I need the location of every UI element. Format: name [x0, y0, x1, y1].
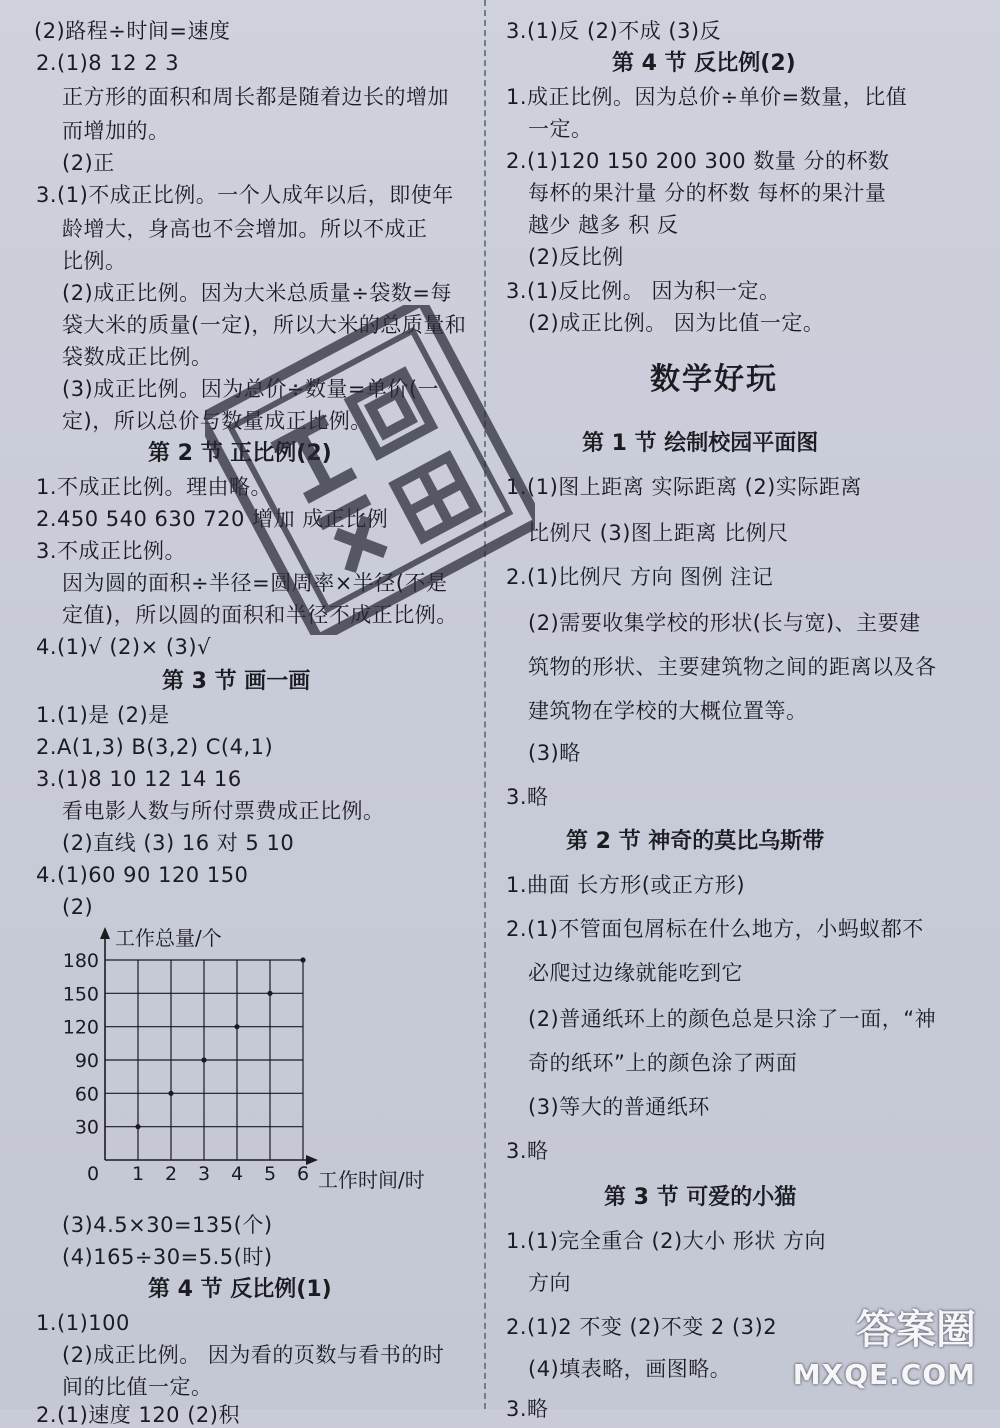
chart-points — [135, 957, 305, 1129]
text-line: 建筑物在学校的大概位置等。 — [528, 699, 808, 723]
x-tick-label: 3 — [198, 1163, 211, 1185]
text-line: 越少 越多 积 反 — [528, 213, 679, 237]
text-line: (2)反比例 — [528, 245, 624, 269]
site-watermark — [790, 1307, 990, 1401]
y-axis-arrow-icon — [100, 927, 110, 939]
text-line: 筑物的形状、主要建筑物之间的距离以及各 — [528, 655, 937, 679]
text-line: 3.(1)不成正比例。一个人成年以后，即使年 — [36, 183, 454, 207]
text-line: (3)等大的普通纸环 — [528, 1095, 710, 1119]
text-line: 3.略 — [506, 785, 549, 809]
text-line: 4.(1)√ (2)× (3)√ — [36, 635, 211, 659]
text-line: 4.(1)60 90 120 150 — [36, 863, 249, 887]
x-tick-label: 6 — [297, 1163, 310, 1185]
text-line: (2)成正比例。 因为比值一定。 — [528, 311, 825, 335]
x-tick-label: 2 — [165, 1163, 178, 1185]
section-heading: 第 3 节 可爱的小猫 — [604, 1185, 797, 1210]
text-line: (3)成正比例。因为总价÷数量=单价(一 — [62, 377, 440, 401]
text-line: (2)路程÷时间=速度 — [34, 19, 231, 43]
text-line: 1.(1)图上距离 实际距离 (2)实际距离 — [506, 475, 862, 499]
data-point — [267, 991, 272, 996]
text-line: (2) — [62, 895, 94, 919]
column-divider — [484, 0, 486, 1409]
text-line: 2.(1)2 不变 (2)不变 2 (3)2 — [506, 1315, 778, 1339]
text-line: 每杯的果汁量 分的杯数 每杯的果汁量 — [528, 181, 887, 205]
y-tick-label: 180 — [62, 950, 99, 972]
watermark-logo: 答案圈 — [856, 1307, 976, 1353]
data-point — [234, 1024, 239, 1029]
data-point — [300, 957, 305, 962]
x-tick-label: 5 — [264, 1163, 277, 1185]
text-line: 奇的纸环”上的颜色涂了两面 — [528, 1051, 798, 1075]
text-line: 袋数成正比例。 — [62, 345, 213, 369]
watermark-site: MXQE.COM — [792, 1358, 976, 1391]
text-line: (4)填表略，画图略。 — [528, 1357, 732, 1381]
text-line: 3.略 — [506, 1139, 549, 1163]
text-line: 1.成正比例。因为总价÷单价=数量，比值 — [506, 85, 908, 109]
text-line: 一定。 — [528, 117, 593, 141]
text-line: (2)直线 (3) 16 对 5 10 — [62, 831, 295, 855]
text-line: (2)成正比例。因为大米总质量÷袋数=每 — [62, 281, 452, 305]
section-heading: 第 2 节 神奇的莫比乌斯带 — [566, 829, 825, 854]
text-line: 龄增大，身高也不会增加。所以不成正 — [62, 217, 428, 241]
text-line: 定值)，所以圆的面积和半径不成正比例。 — [62, 603, 458, 627]
text-line: 1.(1)完全重合 (2)大小 形状 方向 — [506, 1229, 827, 1253]
section-heading: 第 4 节 反比例(2) — [612, 51, 796, 76]
text-line: 因为圆的面积÷半径=圆周率×半径(不是 — [62, 571, 448, 595]
x-tick-label: 4 — [231, 1163, 244, 1185]
data-point — [135, 1124, 140, 1129]
x-tick-label: 1 — [132, 1163, 145, 1185]
work-chart — [60, 915, 460, 1205]
text-line: 看电影人数与所付票费成正比例。 — [62, 799, 385, 823]
text-line: 定)，所以总价与数量成正比例。 — [62, 409, 372, 433]
x-tick-label: 0 — [87, 1163, 100, 1185]
text-line: (4)165÷30=5.5(时) — [62, 1245, 273, 1269]
text-line: 间的比值一定。 — [62, 1375, 213, 1399]
text-line: 比例。 — [62, 249, 127, 273]
text-line: 2.(1)120 150 200 300 数量 分的杯数 — [506, 149, 890, 173]
text-line: 3.不成正比例。 — [36, 539, 187, 563]
text-line: 3.(1)反 (2)不成 (3)反 — [506, 19, 722, 43]
section-heading: 第 4 节 反比例(1) — [148, 1277, 332, 1302]
chart-ticks — [63, 950, 309, 1185]
chapter-title: 数学好玩 — [650, 362, 778, 397]
text-line: 2.(1)速度 120 (2)积 — [36, 1403, 240, 1427]
x-axis-label: 工作时间/时 — [318, 1168, 425, 1192]
text-line: 3.(1)8 10 12 14 16 — [36, 767, 242, 791]
text-line: 2.(1)8 12 2 3 — [36, 51, 180, 75]
text-line: (2)成正比例。 因为看的页数与看书的时 — [62, 1343, 445, 1367]
data-point — [201, 1057, 206, 1062]
text-line: 袋大米的质量(一定)，所以大米的总质量和 — [62, 313, 467, 337]
y-tick-label: 30 — [74, 1116, 99, 1139]
text-line: 2.450 540 630 720 增加 成正比例 — [36, 507, 389, 531]
chart-axes — [100, 927, 318, 1165]
text-line: (3)4.5×30=135(个) — [62, 1213, 273, 1237]
y-tick-label: 60 — [74, 1083, 99, 1106]
text-line: 方向 — [528, 1271, 571, 1295]
text-line: 2.(1)不管面包屑标在什么地方，小蚂蚁都不 — [506, 917, 924, 941]
y-tick-label: 90 — [74, 1050, 99, 1072]
text-line: 而增加的。 — [62, 119, 170, 143]
text-line: 比例尺 (3)图上距离 比例尺 — [528, 521, 789, 545]
text-line: 3.(1)反比例。 因为积一定。 — [506, 279, 781, 303]
text-line: 2.A(1,3) B(3,2) C(4,1) — [36, 735, 274, 759]
text-line: 2.(1)比例尺 方向 图例 注记 — [506, 565, 774, 589]
text-line: (2)需要收集学校的形状(长与宽)、主要建 — [528, 611, 921, 635]
text-line: 1.(1)是 (2)是 — [36, 703, 170, 727]
text-line: 1.不成正比例。理由略。 — [36, 475, 273, 499]
data-point — [168, 1091, 173, 1096]
y-tick-label: 150 — [62, 983, 99, 1006]
section-heading: 第 3 节 画一画 — [162, 669, 311, 694]
section-heading: 第 1 节 绘制校园平面图 — [582, 431, 819, 456]
text-line: (2)正 — [62, 151, 115, 175]
section-heading: 第 2 节 正比例(2) — [148, 441, 332, 466]
text-line: 1.曲面 长方形(或正方形) — [506, 873, 746, 897]
y-tick-label: 120 — [62, 1016, 99, 1039]
text-line: 正方形的面积和周长都是随着边长的增加 — [62, 85, 449, 109]
y-axis-label: 工作总量/个 — [115, 926, 222, 950]
text-line: 3.略 — [506, 1397, 549, 1421]
text-line: (2)普通纸环上的颜色总是只涂了一面，“神 — [528, 1007, 937, 1031]
text-line: 必爬过边缘就能吃到它 — [528, 961, 743, 985]
text-line: (3)略 — [528, 741, 581, 765]
text-line: 1.(1)100 — [36, 1311, 130, 1335]
